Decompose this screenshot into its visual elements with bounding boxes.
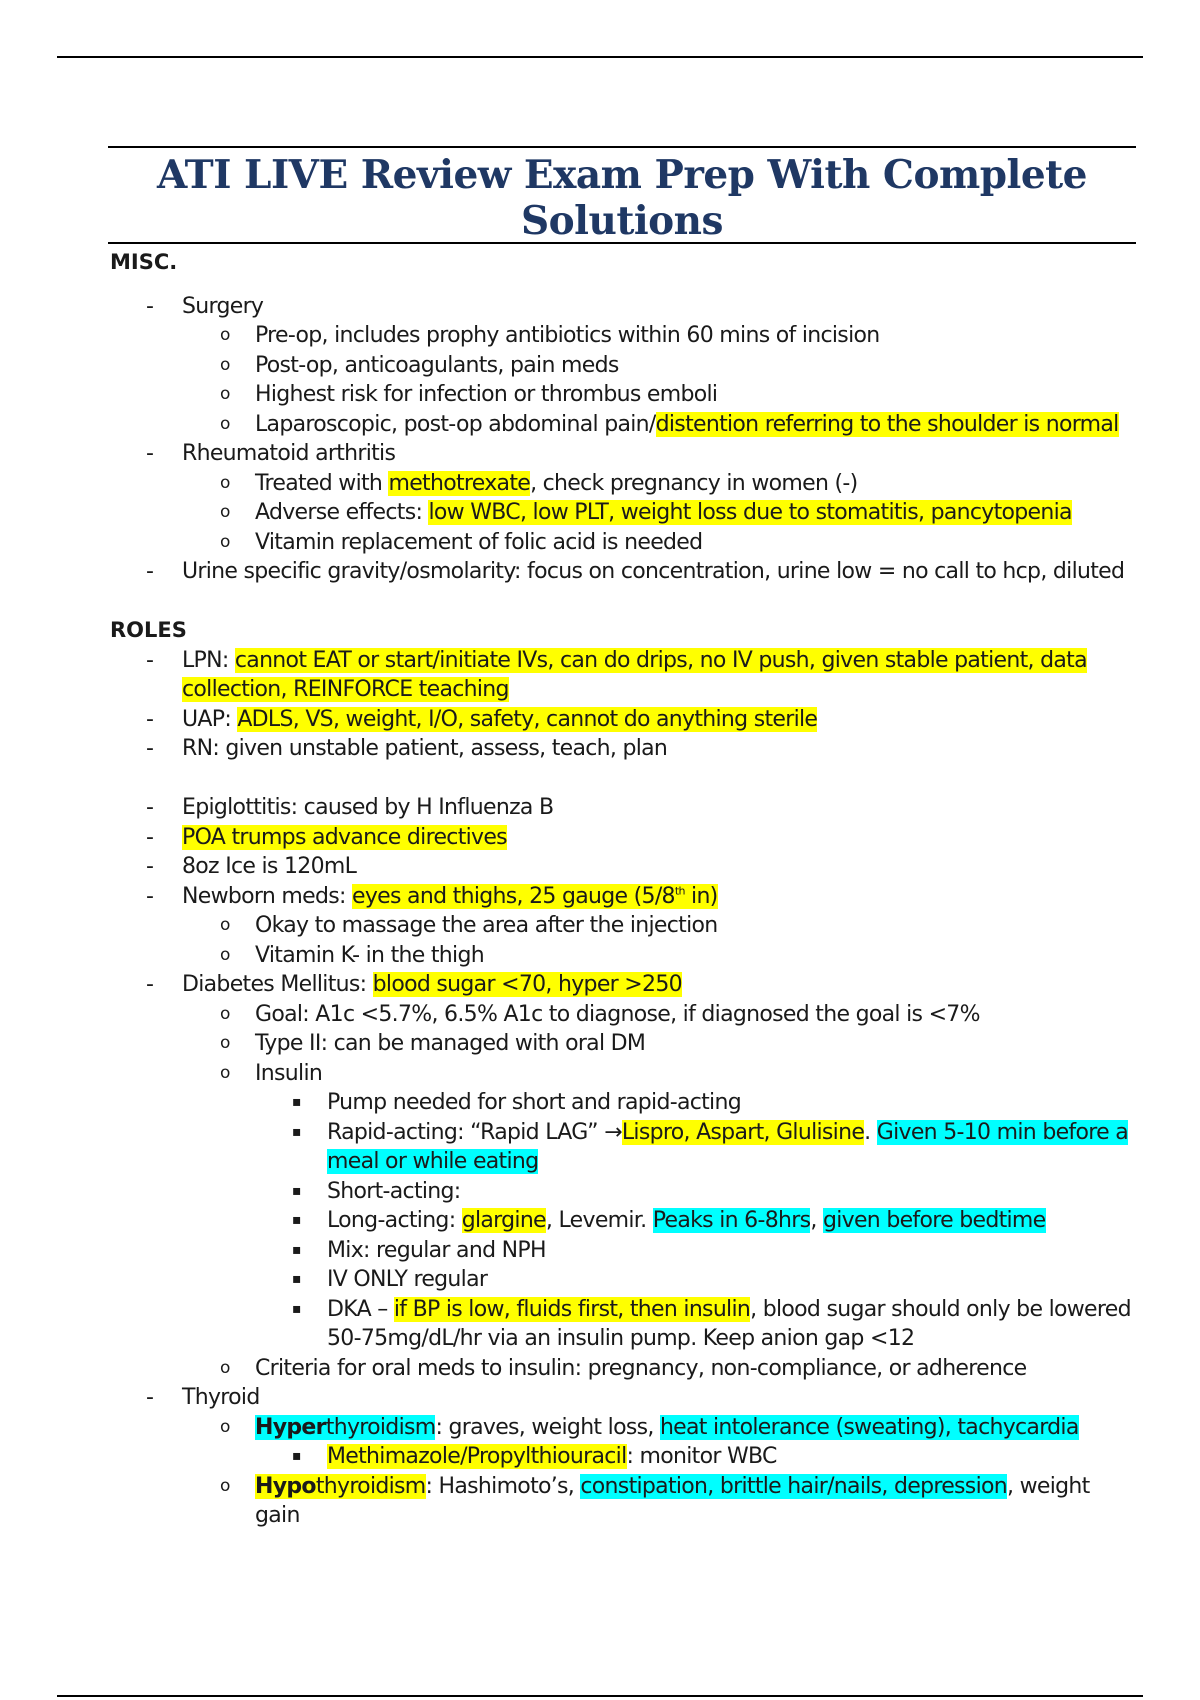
- circle-bullet: o: [220, 502, 230, 522]
- list-item-dka: [0, 1295, 1200, 1354]
- dash-bullet: -: [146, 736, 154, 761]
- superscript: th: [674, 884, 685, 898]
- dash-bullet: -: [146, 706, 154, 732]
- list-item-rheumatoid-arthritis: [0, 439, 1200, 469]
- square-bullet: ▪: [292, 1448, 301, 1464]
- item-text: Mix: regular and NPH: [327, 1237, 546, 1263]
- circle-bullet: o: [220, 1416, 230, 1437]
- section-heading-misc: MISC.: [110, 250, 178, 274]
- page-bottom-rule: [57, 1695, 1143, 1697]
- text-run: .: [864, 1119, 877, 1145]
- text-run: eyes and thighs, 25 gauge (5/8: [352, 883, 675, 909]
- dash-bullet: -: [146, 883, 154, 909]
- list-item-newborn-meds: [0, 882, 1200, 912]
- item-text: Rheumatoid arthritis: [182, 441, 396, 466]
- item-text: RN: given unstable patient, assess, teach, plan: [182, 736, 668, 761]
- text-run: , check pregnancy in women (-): [530, 470, 858, 496]
- dash-bullet: -: [146, 1385, 154, 1410]
- item-text: [255, 1472, 1200, 1531]
- item-text: Pump needed for short and rapid-acting: [327, 1090, 741, 1115]
- list-item-long-acting: [0, 1206, 1200, 1236]
- list-item-laparoscopic: [0, 410, 1200, 440]
- square-bullet: ▪: [292, 1094, 301, 1110]
- text-run: Laparoscopic, post-op abdominal pain/: [255, 411, 656, 437]
- item-text: [255, 1413, 1200, 1443]
- section-heading-roles: ROLES: [110, 618, 187, 642]
- item-text: [327, 1206, 1200, 1236]
- yellow-highlight: blood sugar <70, hyper >250: [372, 972, 682, 997]
- dash-bullet: -: [146, 824, 154, 850]
- list-item-rapid-acting: [0, 1118, 1200, 1177]
- list-item-epiglottitis: [0, 793, 1200, 823]
- square-bullet: ▪: [292, 1271, 301, 1287]
- page-top-rule: [57, 56, 1143, 58]
- text-run: Rapid-acting: “Rapid LAG” →: [327, 1119, 622, 1145]
- list-item-vitamin-k: [0, 941, 1200, 971]
- item-text: Thyroid: [182, 1385, 260, 1410]
- circle-bullet: o: [220, 325, 230, 345]
- cyan-highlight: given before bedtime: [822, 1208, 1046, 1233]
- document-title: ATI LIVE Review Exam Prep With Complete Solutions: [157, 152, 1087, 244]
- list-item-urine: [0, 557, 1200, 587]
- list-item-postop: [0, 351, 1200, 381]
- square-bullet: ▪: [292, 1182, 301, 1199]
- circle-bullet: o: [220, 915, 230, 935]
- list-item-ra-vitamin: [0, 528, 1200, 558]
- yellow-highlight: low WBC, low PLT, weight loss due to stomatitis, pancytopenia: [428, 500, 1072, 525]
- text-run: UAP:: [182, 706, 238, 732]
- yellow-highlight: glargine: [461, 1208, 546, 1233]
- item-text: [255, 469, 1200, 499]
- dash-bullet: -: [146, 647, 154, 673]
- text-run: : monitor WBC: [626, 1444, 777, 1469]
- list-item-poa: [0, 823, 1200, 853]
- text-run: LPN:: [182, 647, 235, 673]
- cyan-highlight: Given 5-10 min before a meal or while eating: [327, 1119, 1128, 1174]
- list-item-rn: [0, 734, 1200, 764]
- square-bullet: ▪: [292, 1123, 301, 1140]
- item-text: Okay to massage the area after the injection: [255, 913, 718, 938]
- yellow-highlight: Methimazole/Propylthiouracil: [327, 1444, 627, 1469]
- list-item-hypothyroidism: [0, 1472, 1200, 1531]
- item-text: Short-acting:: [327, 1178, 461, 1204]
- text-run: : graves, weight loss,: [435, 1414, 660, 1440]
- cyan-highlight: constipation, brittle hair/nails, depression: [580, 1473, 1007, 1499]
- cyan-highlight: heat intolerance (sweating), tachycardia: [659, 1414, 1079, 1440]
- yellow-highlight: ADLS, VS, weight, I/O, safety, cannot do anything sterile: [237, 706, 818, 732]
- yellow-highlight: [255, 1474, 426, 1499]
- item-text: Type II: can be managed with oral DM: [255, 1031, 646, 1056]
- bold-run: Hyper: [255, 1414, 326, 1440]
- list-item-diabetes: [0, 970, 1200, 1000]
- list-item-ice: [0, 852, 1200, 882]
- list-item-iv-only: [0, 1265, 1200, 1295]
- cyan-highlight: Peaks in 6-8hrs: [652, 1208, 811, 1233]
- item-text: [182, 882, 1200, 912]
- dash-bullet: -: [146, 441, 154, 466]
- list-item-ra-adverse-effects: [0, 498, 1200, 528]
- circle-bullet: o: [220, 1062, 230, 1083]
- list-item-highest-risk: [0, 380, 1200, 410]
- list-item-short-acting: [0, 1177, 1200, 1207]
- list-item-dm-type2: [0, 1029, 1200, 1059]
- list-item-thyroid: [0, 1383, 1200, 1413]
- item-text: [182, 705, 1200, 735]
- cyan-highlight: [255, 1415, 435, 1440]
- item-text: Goal: A1c <5.7%, 6.5% A1c to diagnose, if diagnosed the goal is <7%: [255, 1001, 980, 1027]
- item-text: [182, 970, 1200, 1000]
- dash-bullet: -: [146, 972, 154, 997]
- list-item-massage: [0, 911, 1200, 941]
- list-item-insulin-pump: [0, 1088, 1200, 1118]
- text-run: Treated with: [255, 470, 389, 496]
- yellow-highlight: methotrexate: [388, 470, 531, 496]
- text-run: thyroidism: [325, 1414, 436, 1440]
- circle-bullet: o: [220, 531, 230, 552]
- list-item-preop: [0, 321, 1200, 351]
- dash-bullet: -: [146, 293, 154, 319]
- bold-run: Hypo: [255, 1473, 316, 1499]
- item-text: Insulin: [255, 1060, 323, 1086]
- item-text: Criteria for oral meds to insulin: pregnancy, non-compliance, or adherence: [255, 1355, 1027, 1381]
- list-item-surgery: [0, 292, 1200, 322]
- dash-bullet: -: [146, 559, 154, 584]
- text-run: DKA –: [327, 1296, 394, 1322]
- item-text: Post-op, anticoagulants, pain meds: [255, 352, 619, 378]
- item-text: Surgery: [182, 293, 264, 319]
- yellow-highlight: if BP is low, fluids first, then insulin: [393, 1296, 751, 1322]
- list-item-dm-goal: [0, 1000, 1200, 1030]
- list-item-methimazole: [0, 1442, 1200, 1472]
- list-item-uap: [0, 705, 1200, 735]
- item-text: [182, 646, 1200, 705]
- list-item-hyperthyroidism: [0, 1413, 1200, 1443]
- circle-bullet: o: [220, 1003, 230, 1024]
- circle-bullet: o: [220, 1357, 230, 1378]
- circle-bullet: o: [220, 413, 230, 434]
- item-text: Urine specific gravity/osmolarity: focus on concentration, urine low = no call to hcp, diluted: [182, 559, 1125, 584]
- item-text: Vitamin replacement of folic acid is needed: [255, 529, 703, 555]
- text-run: , Levemir.: [545, 1208, 653, 1233]
- yellow-highlight: distention referring to the shoulder is normal: [655, 411, 1119, 437]
- dash-bullet: -: [146, 795, 154, 820]
- list-item-lpn: [0, 646, 1200, 705]
- text-run: Adverse effects:: [255, 500, 429, 525]
- list-item-insulin: [0, 1059, 1200, 1089]
- item-text: [327, 1295, 1200, 1354]
- text-run: , weight gain: [255, 1473, 1090, 1528]
- item-text: IV ONLY regular: [327, 1267, 488, 1292]
- item-text: [255, 410, 1200, 440]
- text-run: Long-acting:: [327, 1208, 462, 1233]
- list-item-criteria: [0, 1354, 1200, 1384]
- yellow-highlight: [352, 884, 718, 909]
- square-bullet: ▪: [292, 1241, 301, 1258]
- square-bullet: ▪: [292, 1300, 301, 1317]
- item-text: Epiglottitis: caused by H Influenza B: [182, 795, 554, 820]
- circle-bullet: o: [220, 1475, 230, 1496]
- list-item-ra-treatment: [0, 469, 1200, 499]
- circle-bullet: o: [220, 354, 230, 375]
- circle-bullet: o: [220, 944, 230, 965]
- yellow-highlight: Lispro, Aspart, Glulisine: [621, 1119, 865, 1145]
- text-run: , blood sugar should only be lowered 50-75mg/dL/hr via an insulin pump. Keep anion gap <12: [327, 1296, 1131, 1351]
- yellow-highlight: POA trumps advance directives: [182, 824, 507, 850]
- item-text: Vitamin K- in the thigh: [255, 942, 484, 968]
- dash-bullet: -: [146, 854, 154, 879]
- text-run: thyroidism: [315, 1473, 426, 1499]
- item-text: 8oz Ice is 120mL: [182, 854, 357, 879]
- circle-bullet: o: [220, 472, 230, 493]
- text-run: Newborn meds:: [182, 883, 353, 909]
- item-text: Pre-op, includes prophy antibiotics within 60 mins of incision: [255, 323, 880, 348]
- text-run: : Hashimoto’s,: [425, 1473, 581, 1499]
- text-run: in): [684, 883, 718, 909]
- item-text: [255, 498, 1200, 528]
- circle-bullet: o: [220, 384, 230, 404]
- title-block: [108, 146, 1136, 244]
- text-run: Diabetes Mellitus:: [182, 972, 373, 997]
- item-text: Highest risk for infection or thrombus emboli: [255, 382, 718, 407]
- document-body: [0, 248, 1200, 1531]
- yellow-highlight: cannot EAT or start/initiate IVs, can do drips, no IV push, given stable patient, data collection, REINFORCE teaching: [182, 647, 1087, 702]
- list-item-mix: [0, 1236, 1200, 1266]
- square-bullet: ▪: [292, 1212, 301, 1228]
- item-text: [327, 1118, 1200, 1177]
- text-run: ,: [810, 1208, 823, 1233]
- item-text: [327, 1442, 1200, 1472]
- item-text: [182, 823, 1200, 853]
- circle-bullet: o: [220, 1033, 230, 1053]
